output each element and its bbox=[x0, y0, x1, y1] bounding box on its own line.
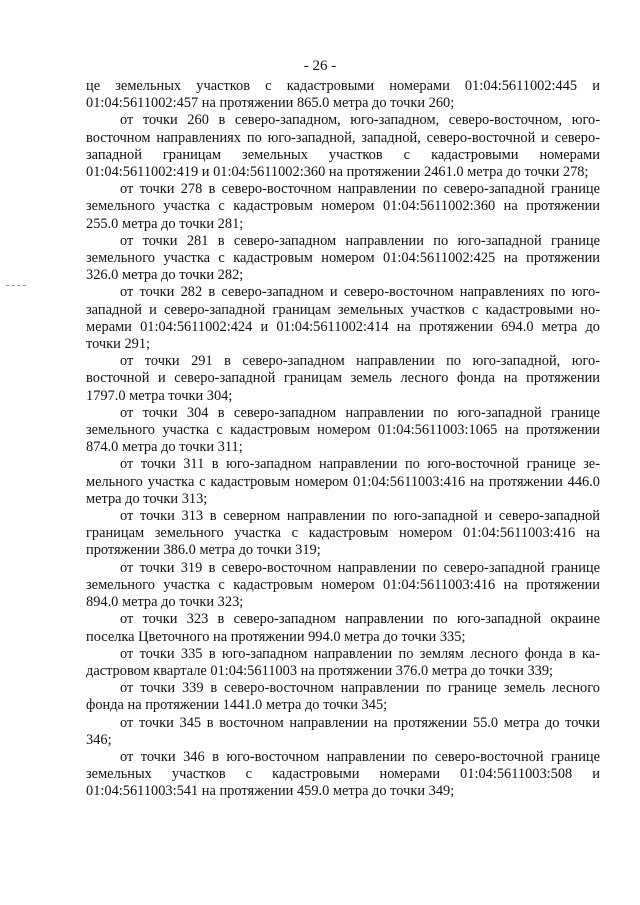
paragraph-point-339: от точки 339 в северо-восточном направлении по границе земель лесного фонда на протяжении 1441.0 метра до точки 345; bbox=[86, 680, 600, 714]
paragraph-point-335: от точки 335 в юго-западном направлении по землям лесного фонда в кадастровом квартале 01:04:5611003 на протяжении 376.0 метра до точки 339; bbox=[86, 645, 600, 679]
paragraph-point-323: от точки 323 в северо-западном направлении по юго-западной окраине поселка Цветочного на протяжении 994.0 метра до точки 335; bbox=[86, 611, 600, 645]
paragraph-point-313: от точки 313 в северном направлении по юго-западной и северо-западной границам земельного участка с кадастровым номером 01:04:5611003:416 на протяжении 386.0 метра до точки 319; bbox=[86, 508, 600, 559]
document-body bbox=[86, 78, 600, 801]
paragraph-point-345: от точки 345 в восточном направлении на протяжении 55.0 метра до точки 346; bbox=[86, 714, 600, 748]
paragraph-point-282: от точки 282 в северо-западном и северо-восточном направлениях по юго-западной и северо-западной границам земельных участков с кадастровыми номерами 01:04:5611002:424 и 01:04:5611002:414 на протяжении 694.0 метра до точки 291; bbox=[86, 284, 600, 353]
page-number: - 26 - bbox=[303, 58, 337, 74]
paragraph-point-278: от точки 278 в северо-восточном направлении по северо-западной границе земельного участка с кадастровым номером 01:04:5611002:360 на протяжении 255.0 метра до точки 281; bbox=[86, 181, 600, 232]
paragraph-point-260: от точки 260 в северо-западном, юго-западном, северо-восточном, юго-восточном направлениях по юго-западной, западной, северо-восточной и северо-западной границам земельных участков с кадастровыми номерами 01:04:5611002:419 и 01:04:5611002:360 на протяжении 2461.0 метра до точки 278; bbox=[86, 112, 600, 181]
paragraph-point-304: от точки 304 в северо-западном направлении по юго-западной границе земельного участка с кадастровым номером 01:04:5611003:1065 на протяжении 874.0 метра до точки 311; bbox=[86, 404, 600, 456]
paragraph-point-311: от точки 311 в юго-западном направлении по юго-восточной границе земельного участка с кадастровым номером 01:04:5611003:416 на протяжении 446.0 метра до точки 313; bbox=[86, 456, 600, 507]
paragraph-point-346: от точки 346 в юго-восточном направлении по северо-восточной границе земельных участков с кадастровыми номерами 01:04:5611003:508 и 01:04:5611003:541 на протяжении 459.0 метра до точки 349; bbox=[86, 748, 600, 800]
paragraph-continuation: це земельных участков с кадастровыми номерами 01:04:5611002:445 и 01:04:5611002:457 на протяжении 865.0 метра до точки 260; bbox=[86, 78, 600, 112]
paragraph-point-319: от точки 319 в северо-восточном направлении по северо-западной границе земельного участка с кадастровым номером 01:04:5611003:416 на протяжении 894.0 метра до точки 323; bbox=[86, 559, 600, 611]
paragraph-point-281: от точки 281 в северо-западном направлении по юго-западной границе земельного участка с кадастровым номером 01:04:5611002:425 на протяжении 326.0 метра до точки 282; bbox=[86, 232, 600, 284]
paragraph-point-291: от точки 291 в северо-западном направлении по юго-западной, юго-восточной и северо-западной границам земель лесного фонда на протяжении 1797.0 метра точки 304; bbox=[86, 353, 600, 404]
margin-mark bbox=[6, 285, 26, 287]
